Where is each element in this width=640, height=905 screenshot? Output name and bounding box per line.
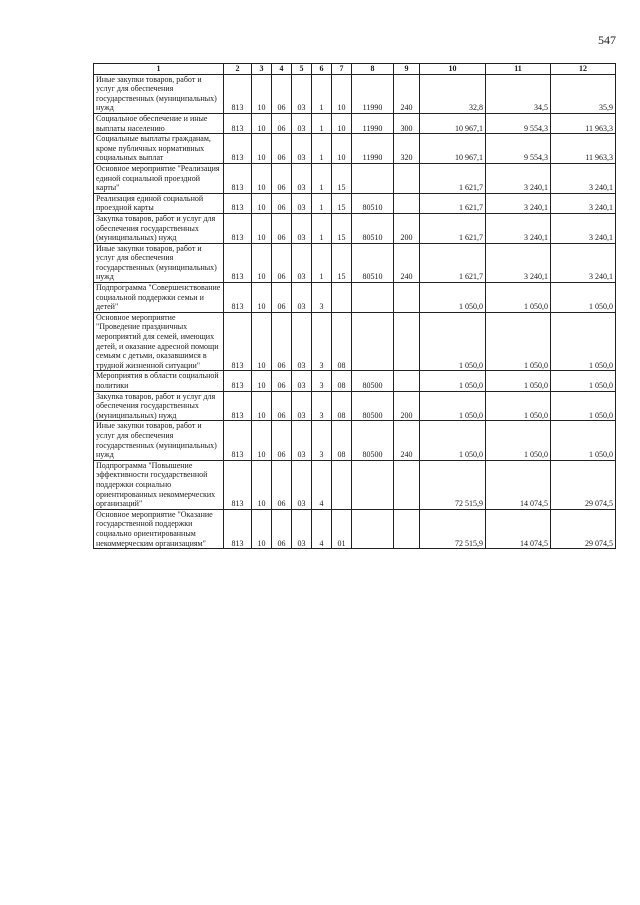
amount-cell: 29 074,5 (551, 509, 616, 548)
amount-cell: 1 050,0 (551, 421, 616, 460)
amount-cell: 3 240,1 (551, 213, 616, 243)
amount-cell: 3 240,1 (486, 193, 551, 213)
row-name-cell: Основное мероприятие "Оказание государственной поддержки социально ориентированным некоммерческим организациям" (94, 509, 224, 548)
code-cell: 813 (224, 509, 252, 548)
code-cell (394, 283, 420, 313)
code-cell: 10 (252, 134, 272, 164)
code-cell: 240 (394, 243, 420, 282)
code-cell: 80500 (352, 421, 394, 460)
amount-cell: 1 050,0 (420, 391, 486, 421)
header-cell: 11 (486, 64, 551, 75)
amount-cell: 35,9 (551, 74, 616, 113)
amount-cell: 34,5 (486, 74, 551, 113)
code-cell: 813 (224, 193, 252, 213)
header-cell: 12 (551, 64, 616, 75)
row-name-cell: Иные закупки товаров, работ и услуг для обеспечения государственных (муниципальных) нужд (94, 243, 224, 282)
code-cell: 3 (312, 283, 332, 313)
code-cell: 10 (252, 312, 272, 371)
code-cell: 11990 (352, 134, 394, 164)
amount-cell: 3 240,1 (551, 243, 616, 282)
code-cell: 10 (252, 193, 272, 213)
code-cell: 08 (332, 391, 352, 421)
code-cell: 200 (394, 391, 420, 421)
code-cell (352, 509, 394, 548)
amount-cell: 1 050,0 (486, 421, 551, 460)
code-cell: 08 (332, 312, 352, 371)
code-cell: 06 (272, 509, 292, 548)
header-cell: 3 (252, 64, 272, 75)
code-cell: 11990 (352, 74, 394, 113)
amount-cell: 10 967,1 (420, 134, 486, 164)
code-cell: 80510 (352, 193, 394, 213)
amount-cell: 9 554,3 (486, 134, 551, 164)
code-cell (352, 312, 394, 371)
row-name-cell: Мероприятия в области социальной политики (94, 371, 224, 391)
row-name-cell: Иные закупки товаров, работ и услуг для обеспечения государственных (муниципальных) нужд (94, 421, 224, 460)
code-cell: 3 (312, 421, 332, 460)
code-cell: 813 (224, 163, 252, 193)
table-row (94, 371, 616, 391)
table-row (94, 243, 616, 282)
code-cell: 01 (332, 509, 352, 548)
amount-cell: 1 050,0 (551, 391, 616, 421)
code-cell (352, 163, 394, 193)
code-cell: 240 (394, 74, 420, 113)
code-cell: 3 (312, 391, 332, 421)
code-cell: 10 (252, 391, 272, 421)
code-cell: 1 (312, 213, 332, 243)
table-row (94, 74, 616, 113)
code-cell: 06 (272, 460, 292, 509)
code-cell: 03 (292, 312, 312, 371)
code-cell: 03 (292, 509, 312, 548)
row-name-cell: Закупка товаров, работ и услуг для обеспечения государственных (муниципальных) нужд (94, 213, 224, 243)
row-name-cell: Подпрограмма "Повышение эффективности государственной поддержки социально ориентированных некоммерческих организаций" (94, 460, 224, 509)
code-cell: 06 (272, 391, 292, 421)
code-cell: 80510 (352, 213, 394, 243)
header-cell: 7 (332, 64, 352, 75)
code-cell: 200 (394, 213, 420, 243)
code-cell: 03 (292, 74, 312, 113)
code-cell (332, 283, 352, 313)
table-row (94, 134, 616, 164)
amount-cell: 10 967,1 (420, 113, 486, 133)
code-cell: 10 (252, 421, 272, 460)
amount-cell: 9 554,3 (486, 113, 551, 133)
code-cell: 15 (332, 213, 352, 243)
code-cell: 4 (312, 460, 332, 509)
header-cell: 6 (312, 64, 332, 75)
code-cell: 813 (224, 312, 252, 371)
code-cell: 15 (332, 243, 352, 282)
amount-cell: 3 240,1 (486, 163, 551, 193)
row-name-cell: Социальное обеспечение и иные выплаты населению (94, 113, 224, 133)
header-cell: 10 (420, 64, 486, 75)
amount-cell: 32,8 (420, 74, 486, 113)
code-cell: 06 (272, 163, 292, 193)
code-cell: 80500 (352, 371, 394, 391)
code-cell (352, 283, 394, 313)
code-cell: 3 (312, 371, 332, 391)
row-name-cell: Реализация единой социальной проездной карты (94, 193, 224, 213)
table-row (94, 213, 616, 243)
budget-table (93, 63, 616, 549)
amount-cell: 1 050,0 (486, 312, 551, 371)
row-name-cell: Социальные выплаты гражданам, кроме публичных нормативных социальных выплат (94, 134, 224, 164)
code-cell: 06 (272, 74, 292, 113)
table-row (94, 391, 616, 421)
table-header-row (94, 64, 616, 75)
code-cell: 813 (224, 421, 252, 460)
code-cell: 06 (272, 193, 292, 213)
code-cell: 03 (292, 283, 312, 313)
code-cell: 15 (332, 163, 352, 193)
row-name-cell: Основное мероприятие "Проведение праздничных мероприятий для семей, имеющих детей, и оказание адресной помощи семьям с детьми, оказавшимся в трудной жизненной ситуации" (94, 312, 224, 371)
code-cell: 10 (252, 113, 272, 133)
code-cell: 80510 (352, 243, 394, 282)
amount-cell: 11 963,3 (551, 113, 616, 133)
amount-cell: 14 074,5 (486, 460, 551, 509)
amount-cell: 1 050,0 (420, 421, 486, 460)
row-name-cell: Подпрограмма "Совершенствование социальной поддержки семьи и детей" (94, 283, 224, 313)
code-cell (394, 509, 420, 548)
code-cell: 813 (224, 113, 252, 133)
code-cell: 1 (312, 243, 332, 282)
code-cell: 813 (224, 283, 252, 313)
code-cell: 03 (292, 391, 312, 421)
code-cell: 03 (292, 193, 312, 213)
code-cell: 1 (312, 193, 332, 213)
code-cell (352, 460, 394, 509)
amount-cell: 14 074,5 (486, 509, 551, 548)
code-cell (394, 312, 420, 371)
code-cell (394, 371, 420, 391)
code-cell: 80500 (352, 391, 394, 421)
amount-cell: 29 074,5 (551, 460, 616, 509)
header-cell: 1 (94, 64, 224, 75)
amount-cell: 11 963,3 (551, 134, 616, 164)
code-cell: 1 (312, 163, 332, 193)
code-cell: 06 (272, 113, 292, 133)
amount-cell: 3 240,1 (486, 243, 551, 282)
code-cell: 10 (332, 113, 352, 133)
code-cell: 03 (292, 113, 312, 133)
code-cell: 813 (224, 134, 252, 164)
code-cell: 06 (272, 312, 292, 371)
amount-cell: 3 240,1 (551, 193, 616, 213)
code-cell: 03 (292, 421, 312, 460)
code-cell: 3 (312, 312, 332, 371)
code-cell: 03 (292, 371, 312, 391)
code-cell: 10 (332, 74, 352, 113)
amount-cell: 1 050,0 (486, 371, 551, 391)
code-cell: 06 (272, 243, 292, 282)
row-name-cell: Основное мероприятие "Реализация единой социальной проездной карты" (94, 163, 224, 193)
code-cell: 10 (252, 283, 272, 313)
amount-cell: 1 050,0 (420, 283, 486, 313)
code-cell: 240 (394, 421, 420, 460)
code-cell: 10 (252, 509, 272, 548)
code-cell: 03 (292, 213, 312, 243)
amount-cell: 1 621,7 (420, 243, 486, 282)
code-cell: 10 (252, 460, 272, 509)
code-cell: 10 (252, 213, 272, 243)
code-cell: 813 (224, 213, 252, 243)
code-cell (394, 193, 420, 213)
code-cell: 06 (272, 134, 292, 164)
table-row (94, 421, 616, 460)
code-cell: 06 (272, 213, 292, 243)
table-row (94, 312, 616, 371)
code-cell: 03 (292, 243, 312, 282)
header-cell: 8 (352, 64, 394, 75)
table-row (94, 193, 616, 213)
code-cell: 08 (332, 421, 352, 460)
amount-cell: 72 515,9 (420, 460, 486, 509)
amount-cell: 1 621,7 (420, 163, 486, 193)
code-cell: 03 (292, 163, 312, 193)
code-cell: 320 (394, 134, 420, 164)
table-row (94, 283, 616, 313)
page-number: 547 (598, 33, 616, 47)
code-cell: 06 (272, 371, 292, 391)
code-cell: 03 (292, 460, 312, 509)
code-cell: 813 (224, 243, 252, 282)
table-row (94, 113, 616, 133)
code-cell: 813 (224, 391, 252, 421)
amount-cell: 1 050,0 (551, 371, 616, 391)
table-row (94, 460, 616, 509)
amount-cell: 72 515,9 (420, 509, 486, 548)
code-cell: 15 (332, 193, 352, 213)
code-cell (394, 163, 420, 193)
code-cell: 06 (272, 421, 292, 460)
code-cell: 06 (272, 283, 292, 313)
code-cell: 10 (252, 371, 272, 391)
amount-cell: 1 621,7 (420, 213, 486, 243)
code-cell: 813 (224, 371, 252, 391)
code-cell: 10 (252, 163, 272, 193)
code-cell: 08 (332, 371, 352, 391)
row-name-cell: Иные закупки товаров, работ и услуг для обеспечения государственных (муниципальных) нужд (94, 74, 224, 113)
code-cell: 1 (312, 74, 332, 113)
amount-cell: 1 050,0 (486, 391, 551, 421)
amount-cell: 1 050,0 (551, 312, 616, 371)
code-cell: 813 (224, 460, 252, 509)
code-cell: 10 (332, 134, 352, 164)
code-cell: 1 (312, 134, 332, 164)
amount-cell: 3 240,1 (551, 163, 616, 193)
code-cell (394, 460, 420, 509)
code-cell: 10 (252, 74, 272, 113)
header-cell: 5 (292, 64, 312, 75)
code-cell: 813 (224, 74, 252, 113)
amount-cell: 1 050,0 (486, 283, 551, 313)
amount-cell: 1 050,0 (551, 283, 616, 313)
table-row (94, 163, 616, 193)
code-cell: 4 (312, 509, 332, 548)
header-cell: 9 (394, 64, 420, 75)
header-cell: 2 (224, 64, 252, 75)
amount-cell: 1 050,0 (420, 312, 486, 371)
code-cell: 300 (394, 113, 420, 133)
code-cell: 1 (312, 113, 332, 133)
row-name-cell: Закупка товаров, работ и услуг для обеспечения государственных (муниципальных) нужд (94, 391, 224, 421)
code-cell: 10 (252, 243, 272, 282)
code-cell: 11990 (352, 113, 394, 133)
amount-cell: 1 621,7 (420, 193, 486, 213)
code-cell: 03 (292, 134, 312, 164)
header-cell: 4 (272, 64, 292, 75)
amount-cell: 3 240,1 (486, 213, 551, 243)
table-row (94, 509, 616, 548)
code-cell (332, 460, 352, 509)
amount-cell: 1 050,0 (420, 371, 486, 391)
